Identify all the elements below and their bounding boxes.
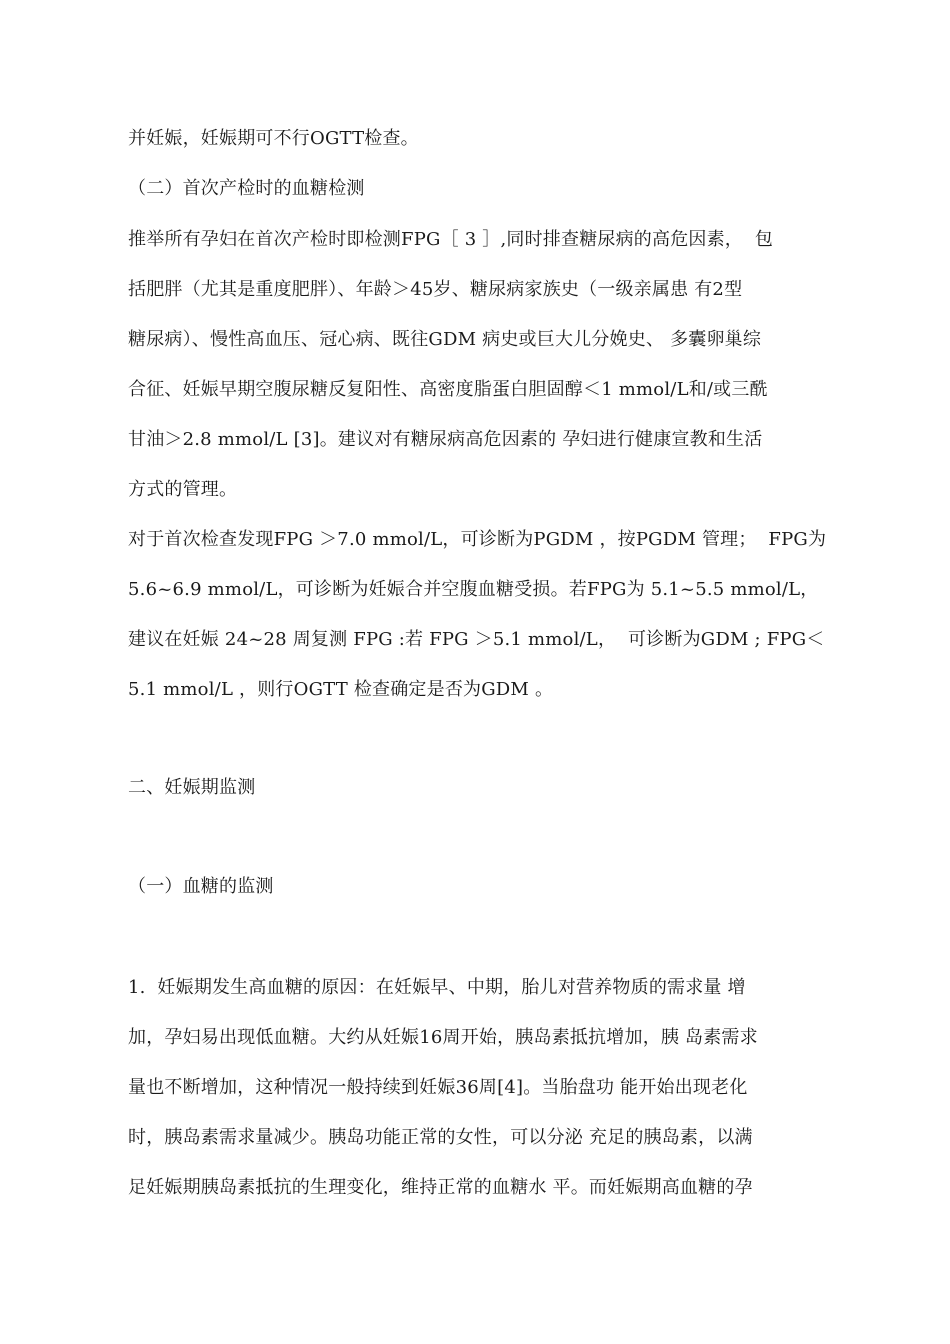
text-line: 量也不断增加，这种情况一般持续到妊娠36周[4]。当胎盘功 能开始出现老化 <box>128 1077 748 1098</box>
chapter-heading: 二、妊娠期监测 <box>128 777 256 798</box>
text-line: 对于首次检查发现FPG ＞7.0 mmol/L，可诊断为PGDM ，按PGDM 管理； FPG为 <box>128 529 827 550</box>
text-line: 甘油＞2.8 mmol/L [3]。建议对有糖尿病高危因素的 孕妇进行健康宣教和生活 <box>128 429 763 450</box>
text-line: 括肥胖（尤其是重度肥胖）、年龄＞45岁、糖尿病家族史（一级亲属患 有2型 <box>128 279 743 300</box>
text-line: 1. 妊娠期发生高血糖的原因：在妊娠早、中期，胎儿对营养物质的需求量 增 <box>128 977 746 998</box>
text-line: 足妊娠期胰岛素抵抗的生理变化，维持正常的血糖水 平。而妊娠期高血糖的孕 <box>128 1177 753 1198</box>
section-heading: （一）血糖的监测 <box>128 876 274 897</box>
text-line: 合征、妊娠早期空腹尿糖反复阳性、高密度脂蛋白胆固醇＜1 mmol/L和/或三酰 <box>128 379 768 400</box>
text-line: 并妊娠，妊娠期可不行OGTT检查。 <box>128 128 419 149</box>
text-line: 5.6~6.9 mmol/L，可诊断为妊娠合并空腹血糖受损。若FPG为 5.1~5.5 mmol/L， <box>128 579 819 600</box>
text-line: 建议在妊娠 24~28 周复测 FPG :若 FPG ＞5.1 mmol/L， 可诊断为GDM ; FPG＜ <box>128 629 825 650</box>
text-line: 时，胰岛素需求量减少。胰岛功能正常的女性，可以分泌 充足的胰岛素，以满 <box>128 1127 753 1148</box>
text-line: 推举所有孕妇在首次产检时即检测FPG［ 3 ］,同时排查糖尿病的高危因素， 包 <box>128 229 774 250</box>
text-line: 5.1 mmol/L ，则行OGTT 检查确定是否为GDM 。 <box>128 679 554 700</box>
text-line: 糖尿病）、慢性高血压、冠心病、既往GDM 病史或巨大儿分娩史、 多囊卵巢综 <box>128 329 762 350</box>
section-heading: （二）首次产检时的血糖检测 <box>128 178 365 199</box>
text-line: 方式的管理。 <box>128 479 238 500</box>
text-line: 加，孕妇易出现低血糖。大约从妊娠16周开始，胰岛素抵抗增加，胰 岛素需求 <box>128 1027 758 1048</box>
